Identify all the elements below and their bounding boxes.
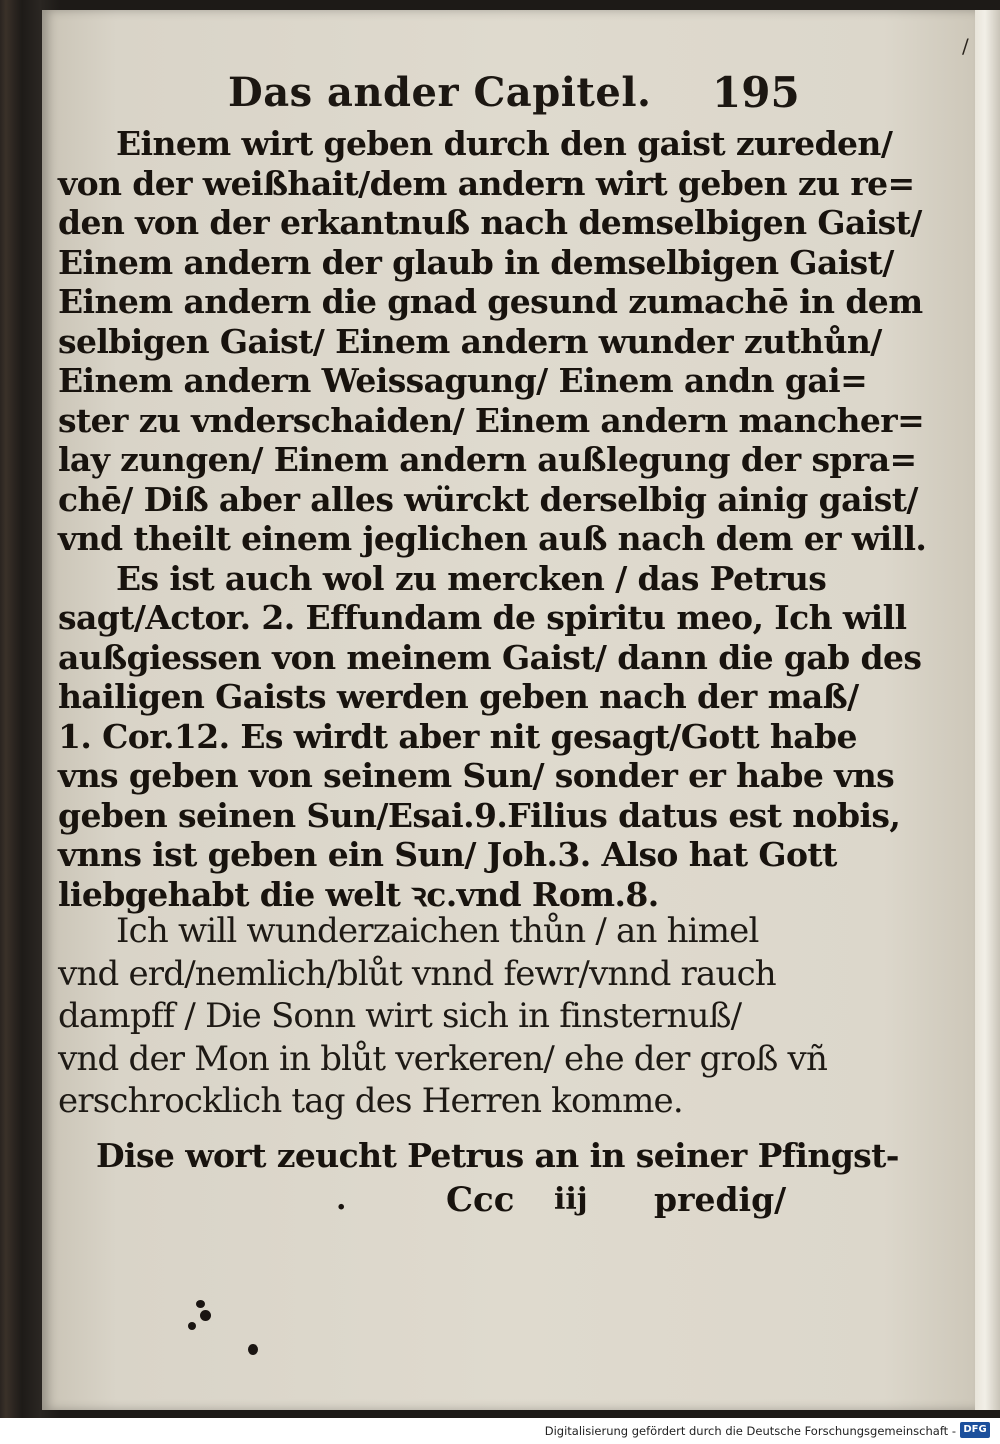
page-header xyxy=(0,68,1000,118)
text-line: außgiessen von meinem Gaist/ dann die gab des xyxy=(58,637,922,677)
text-line: den von der erkantnuß nach demselbigen Gaist/ xyxy=(58,203,922,242)
text-line: 1. Cor.12. Es wirdt aber nit gesagt/Gott habe xyxy=(58,716,857,756)
quote-line: vnd der Mon in blůt verkeren/ ehe der groß vñ xyxy=(58,1038,828,1079)
text-line: vnns ist geben ein Sun/ Joh.3. Also hat Gott xyxy=(58,835,837,874)
text-line: Einem wirt geben durch den gaist zureden/ xyxy=(116,124,893,163)
catchword: predig/ xyxy=(654,1180,787,1219)
dfg-logo: DFG xyxy=(960,1422,990,1438)
quote-line: vnd erd/nemlich/blůt vnnd fewr/vnnd rauch xyxy=(58,953,776,994)
page-edge xyxy=(975,10,1000,1410)
ink-spot xyxy=(200,1310,211,1321)
text-line: lay zungen/ Einem andern außlegung der spra= xyxy=(58,440,917,479)
signature-line xyxy=(336,1178,786,1222)
text-line: liebgehabt die welt ꝛc.vnd Rom.8. xyxy=(58,874,659,914)
text-line: sagt/Actor. 2. Effundam de spiritu meo, Ich will xyxy=(58,598,907,637)
text-line: Einem andern der glaub in demselbigen Gaist/ xyxy=(58,242,894,282)
quotation-block xyxy=(58,910,828,1123)
signature-number: iij xyxy=(554,1182,588,1217)
signature-mark: Ccc xyxy=(446,1180,515,1220)
corner-mark: / xyxy=(962,34,969,58)
digitization-footer xyxy=(0,1418,1000,1444)
ink-spot xyxy=(248,1344,258,1355)
page-number: 195 xyxy=(712,68,800,117)
text-line: Einem andern die gnad gesund zumachē in dem xyxy=(58,282,923,321)
text-line: ster zu vnderschaiden/ Einem andern mancher= xyxy=(58,400,925,440)
text-line: hailigen Gaists werden geben nach der maß/ xyxy=(58,677,859,716)
text-line: von der weißhait/dem andern wirt geben zu re= xyxy=(58,163,915,203)
text-line: Einem andern Weissagung/ Einem andn gai= xyxy=(58,361,868,400)
footer-credit: Digitalisierung gefördert durch die Deutsche Forschungsgemeinschaft - xyxy=(544,1424,956,1438)
signature-dot: . xyxy=(336,1182,347,1217)
closing-line: Dise wort zeucht Petrus an in seiner Pfingst- xyxy=(96,1136,899,1175)
main-text-block xyxy=(58,124,927,914)
text-line: chē/ Diß aber alles würckt derselbig ainig gaist/ xyxy=(58,479,918,519)
text-line: vnd theilt einem jeglichen auß nach dem er will. xyxy=(58,519,927,558)
text-line: selbigen Gaist/ Einem andern wunder zuthůn/ xyxy=(58,321,882,361)
quote-line: erschrocklich tag des Herren komme. xyxy=(58,1081,683,1121)
ink-spot xyxy=(188,1322,196,1330)
text-line: geben seinen Sun/Esai.9.Filius datus est nobis, xyxy=(58,795,901,835)
text-line: vns geben von seinem Sun/ sonder er habe vns xyxy=(58,756,895,795)
text-line: Es ist auch wol zu mercken / das Petrus xyxy=(116,558,827,598)
quote-line: Ich will wunderzaichen thůn / an himel xyxy=(116,911,759,951)
running-title: Das ander Capitel. xyxy=(228,69,652,116)
ink-spot xyxy=(196,1300,205,1308)
quote-line: dampff / Die Sonn wirt sich in finsternuß/ xyxy=(58,996,742,1036)
